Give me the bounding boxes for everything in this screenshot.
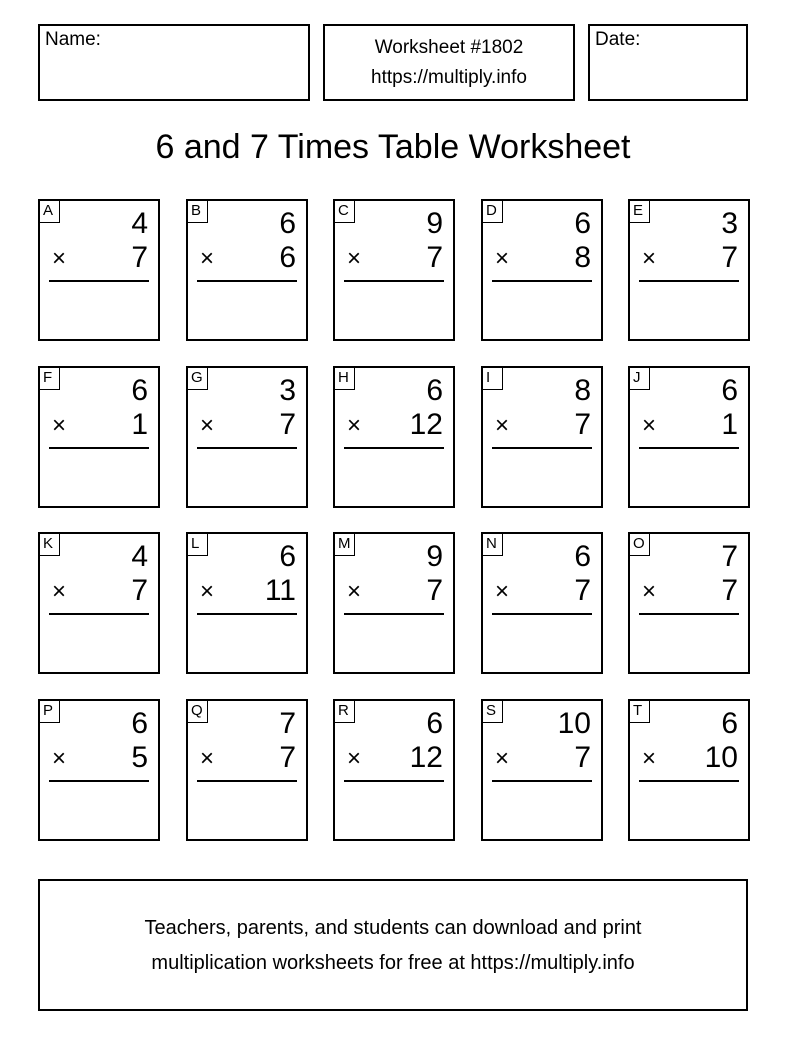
multiply-sign: × [642, 745, 657, 772]
problem-card [628, 199, 750, 341]
problem-bottom-number: 7 [574, 408, 591, 441]
problem-top-number: 8 [574, 374, 591, 407]
multiply-sign: × [52, 245, 67, 272]
name-field-box [38, 24, 310, 101]
answer-line [639, 280, 739, 282]
answer-line [344, 447, 444, 449]
problem-letter: E [629, 200, 650, 223]
problem-card [186, 699, 308, 841]
footer-line-1: Teachers, parents, and students can download and print [144, 917, 642, 939]
multiply-sign: × [52, 412, 67, 439]
problem-letter: Q [187, 700, 208, 723]
problem-bottom-number: 6 [279, 241, 296, 274]
answer-line [49, 613, 149, 615]
problem-letter: L [187, 533, 208, 556]
problem-top-number: 7 [721, 540, 738, 573]
problem-letter: M [334, 533, 355, 556]
problem-bottom-number: 7 [574, 574, 591, 607]
problem-bottom-number: 10 [704, 741, 738, 774]
problem-card [481, 199, 603, 341]
problem-card [628, 366, 750, 508]
problem-card [481, 532, 603, 674]
multiply-sign: × [200, 412, 215, 439]
answer-line [49, 280, 149, 282]
multiply-sign: × [495, 745, 510, 772]
problem-card [333, 532, 455, 674]
problem-card [186, 532, 308, 674]
problem-letter: H [334, 367, 355, 390]
problem-letter: A [39, 200, 60, 223]
problem-card [481, 699, 603, 841]
problem-bottom-number: 5 [131, 741, 148, 774]
problem-letter: B [187, 200, 208, 223]
problem-letter: J [629, 367, 650, 390]
problem-card [628, 699, 750, 841]
problem-letter: G [187, 367, 208, 390]
multiply-sign: × [200, 245, 215, 272]
name-label: Name: [45, 29, 101, 50]
answer-line [639, 613, 739, 615]
footer-box [38, 879, 748, 1011]
multiply-sign: × [495, 578, 510, 605]
problem-letter: K [39, 533, 60, 556]
problem-letter: I [482, 367, 503, 390]
problem-card [628, 532, 750, 674]
answer-line [344, 280, 444, 282]
problem-bottom-number: 8 [574, 241, 591, 274]
multiply-sign: × [347, 412, 362, 439]
answer-line [197, 447, 297, 449]
multiply-sign: × [495, 412, 510, 439]
problem-card [38, 532, 160, 674]
problem-letter: R [334, 700, 355, 723]
answer-line [639, 447, 739, 449]
problem-bottom-number: 12 [409, 741, 443, 774]
answer-line [344, 613, 444, 615]
problem-card [38, 366, 160, 508]
problem-letter: P [39, 700, 60, 723]
answer-line [197, 613, 297, 615]
problem-top-number: 6 [574, 540, 591, 573]
problem-letter: C [334, 200, 355, 223]
answer-line [197, 780, 297, 782]
problem-card [186, 199, 308, 341]
problem-top-number: 9 [426, 207, 443, 240]
problem-card [333, 366, 455, 508]
answer-line [492, 280, 592, 282]
answer-line [197, 280, 297, 282]
problem-card [38, 699, 160, 841]
problem-top-number: 4 [131, 540, 148, 573]
problem-top-number: 10 [557, 707, 591, 740]
problem-top-number: 6 [574, 207, 591, 240]
problem-top-number: 4 [131, 207, 148, 240]
multiply-sign: × [52, 745, 67, 772]
multiply-sign: × [347, 745, 362, 772]
problem-card [38, 199, 160, 341]
problem-top-number: 6 [721, 707, 738, 740]
problem-card [333, 699, 455, 841]
worksheet-info-box [323, 24, 575, 101]
problem-bottom-number: 7 [131, 574, 148, 607]
problem-top-number: 6 [426, 374, 443, 407]
problem-top-number: 6 [131, 707, 148, 740]
problem-card [186, 366, 308, 508]
problem-top-number: 3 [279, 374, 296, 407]
problem-bottom-number: 7 [426, 574, 443, 607]
problem-top-number: 6 [426, 707, 443, 740]
answer-line [492, 447, 592, 449]
problem-letter: D [482, 200, 503, 223]
problem-bottom-number: 7 [131, 241, 148, 274]
problem-top-number: 9 [426, 540, 443, 573]
answer-line [492, 613, 592, 615]
multiply-sign: × [52, 578, 67, 605]
multiply-sign: × [642, 245, 657, 272]
multiply-sign: × [642, 412, 657, 439]
footer-line-2: multiplication worksheets for free at https://multiply.info [151, 952, 635, 974]
problem-letter: O [629, 533, 650, 556]
answer-line [344, 780, 444, 782]
problem-top-number: 6 [131, 374, 148, 407]
multiply-sign: × [347, 578, 362, 605]
answer-line [639, 780, 739, 782]
problem-bottom-number: 7 [721, 241, 738, 274]
worksheet-number: Worksheet #1802 [374, 37, 524, 58]
problem-top-number: 6 [279, 207, 296, 240]
multiply-sign: × [495, 245, 510, 272]
problem-letter: N [482, 533, 503, 556]
worksheet-url: https://multiply.info [371, 67, 527, 88]
problem-bottom-number: 1 [721, 408, 738, 441]
problem-top-number: 6 [721, 374, 738, 407]
problem-bottom-number: 7 [574, 741, 591, 774]
answer-line [49, 447, 149, 449]
multiply-sign: × [200, 745, 215, 772]
problem-grid [38, 199, 750, 843]
date-label: Date: [595, 29, 641, 50]
answer-line [49, 780, 149, 782]
problem-letter: F [39, 367, 60, 390]
problem-bottom-number: 11 [264, 574, 296, 607]
multiply-sign: × [642, 578, 657, 605]
problem-bottom-number: 7 [279, 741, 296, 774]
problem-top-number: 3 [721, 207, 738, 240]
answer-line [492, 780, 592, 782]
problem-letter: T [629, 700, 650, 723]
problem-top-number: 7 [279, 707, 296, 740]
problem-bottom-number: 1 [131, 408, 148, 441]
multiply-sign: × [200, 578, 215, 605]
problem-bottom-number: 12 [409, 408, 443, 441]
multiply-sign: × [347, 245, 362, 272]
date-field-box [588, 24, 748, 101]
problem-card [481, 366, 603, 508]
problem-card [333, 199, 455, 341]
problem-bottom-number: 7 [279, 408, 296, 441]
problem-letter: S [482, 700, 503, 723]
problem-bottom-number: 7 [721, 574, 738, 607]
problem-bottom-number: 7 [426, 241, 443, 274]
page-title: 6 and 7 Times Table Worksheet [155, 128, 631, 166]
problem-top-number: 6 [279, 540, 296, 573]
